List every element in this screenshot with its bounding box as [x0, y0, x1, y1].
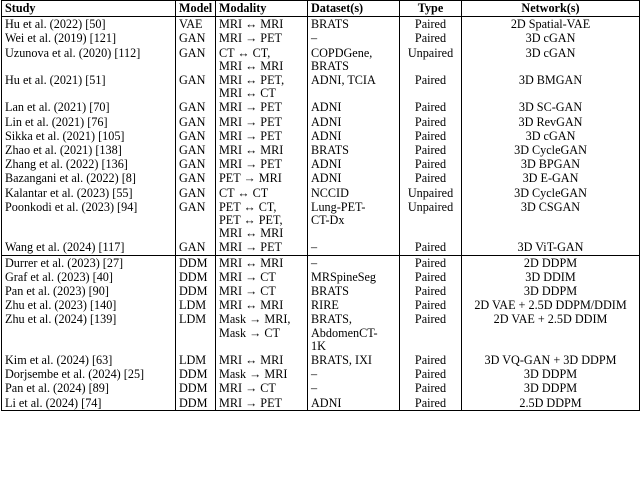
cell-network: 3D DDPM	[462, 284, 640, 298]
modality-line: MRI ↔ PET,	[219, 73, 285, 88]
cell-type: Paired	[400, 396, 462, 411]
modality-line: PET ↔ PET,	[219, 213, 283, 228]
cell-network: 3D E-GAN	[462, 171, 640, 185]
table-row	[2, 186, 640, 200]
cell-type: Paired	[400, 312, 462, 353]
dataset-line: Lung-PET-	[311, 199, 366, 214]
cell-model: GAN	[176, 157, 216, 171]
modality-line: MRI → CT	[219, 381, 276, 396]
dataset-line: ADNI	[311, 128, 342, 143]
dataset-line: –	[311, 255, 318, 270]
modality-line: MRI → PET	[219, 395, 282, 410]
dataset-line: AbdomenCT-	[311, 325, 378, 340]
cell-study: Kim et al. (2024) [63]	[2, 353, 176, 367]
cell-type: Paired	[400, 171, 462, 185]
cell-modality	[216, 17, 308, 32]
cell-study: Sikka et al. (2021) [105]	[2, 129, 176, 143]
table-row	[2, 367, 640, 381]
cell-model: GAN	[176, 129, 216, 143]
cell-type: Unpaired	[400, 200, 462, 241]
header-networks: Network(s)	[462, 1, 640, 17]
dataset-line: RIRE	[311, 298, 339, 313]
cell-model: DDM	[176, 284, 216, 298]
cell-dataset	[308, 129, 400, 143]
cell-network: 3D DDPM	[462, 381, 640, 395]
dataset-line: ADNI	[311, 114, 342, 129]
modality-line: CT ↔ CT	[219, 185, 269, 200]
cell-modality	[216, 46, 308, 73]
cell-dataset	[308, 171, 400, 185]
dataset-line: BRATS	[311, 143, 349, 158]
cell-network: 2D DDPM	[462, 255, 640, 270]
modality-line: MRI ↔ MRI	[219, 226, 284, 241]
table-row	[2, 255, 640, 270]
cell-type: Paired	[400, 353, 462, 367]
cell-network: 3D SC-GAN	[462, 100, 640, 114]
cell-modality	[216, 312, 308, 353]
table-row	[2, 284, 640, 298]
cell-dataset	[308, 396, 400, 411]
cell-type: Unpaired	[400, 186, 462, 200]
cell-study: Zhao et al. (2021) [138]	[2, 143, 176, 157]
cell-modality	[216, 115, 308, 129]
cell-study: Zhu et al. (2024) [139]	[2, 312, 176, 353]
dataset-line: NCCID	[311, 185, 349, 200]
cell-study: Wei et al. (2019) [121]	[2, 31, 176, 45]
dataset-line: COPDGene,	[311, 45, 373, 60]
cell-modality	[216, 100, 308, 114]
cell-study: Wang et al. (2024) [117]	[2, 240, 176, 255]
cell-dataset	[308, 17, 400, 32]
modality-line: MRI → PET	[219, 31, 282, 46]
dataset-line: CT-Dx	[311, 213, 345, 228]
cell-dataset	[308, 46, 400, 73]
modality-line: MRI → PET	[219, 128, 282, 143]
header-datasets: Dataset(s)	[308, 1, 400, 17]
cell-study: Li et al. (2024) [74]	[2, 396, 176, 411]
cell-type: Paired	[400, 143, 462, 157]
cell-type: Paired	[400, 73, 462, 100]
cell-model: LDM	[176, 298, 216, 312]
table-row	[2, 46, 640, 73]
cell-dataset	[308, 284, 400, 298]
cell-modality	[216, 240, 308, 255]
cell-study: Zhang et al. (2022) [136]	[2, 157, 176, 171]
modality-line: MRI ↔ CT	[219, 86, 276, 101]
table-row	[2, 298, 640, 312]
cell-type: Paired	[400, 115, 462, 129]
cell-model: LDM	[176, 312, 216, 353]
cell-dataset	[308, 157, 400, 171]
cell-network: 3D DDIM	[462, 270, 640, 284]
cell-modality	[216, 73, 308, 100]
cell-dataset	[308, 240, 400, 255]
dataset-line: –	[311, 367, 318, 382]
table-row	[2, 171, 640, 185]
cell-type: Unpaired	[400, 46, 462, 73]
cell-dataset	[308, 200, 400, 241]
cell-dataset	[308, 353, 400, 367]
cell-study: Lin et al. (2021) [76]	[2, 115, 176, 129]
table-row	[2, 100, 640, 114]
table-row	[2, 240, 640, 255]
cell-model: DDM	[176, 396, 216, 411]
cell-dataset	[308, 73, 400, 100]
cell-study: Uzunova et al. (2020) [112]	[2, 46, 176, 73]
cell-study: Lan et al. (2021) [70]	[2, 100, 176, 114]
cell-modality	[216, 157, 308, 171]
table-row	[2, 312, 640, 353]
modality-line: CT ↔ CT,	[219, 45, 271, 60]
cell-network: 3D VQ-GAN + 3D DDPM	[462, 353, 640, 367]
table-row	[2, 73, 640, 100]
table-row	[2, 353, 640, 367]
dataset-line: –	[311, 381, 318, 396]
cell-study: Bazangani et al. (2022) [8]	[2, 171, 176, 185]
dataset-line: –	[311, 240, 318, 255]
modality-line: MRI ↔ MRI	[219, 17, 284, 32]
cell-model: LDM	[176, 353, 216, 367]
cell-study: Poonkodi et al. (2023) [94]	[2, 200, 176, 241]
cell-network: 3D CycleGAN	[462, 186, 640, 200]
cell-study: Kalantar et al. (2023) [55]	[2, 186, 176, 200]
cell-model: GAN	[176, 171, 216, 185]
cell-model: VAE	[176, 17, 216, 32]
cell-type: Paired	[400, 298, 462, 312]
table-row	[2, 270, 640, 284]
cell-dataset	[308, 143, 400, 157]
cell-study: Hu et al. (2021) [51]	[2, 73, 176, 100]
cell-type: Paired	[400, 381, 462, 395]
cell-type: Paired	[400, 31, 462, 45]
cell-type: Paired	[400, 270, 462, 284]
cell-modality	[216, 367, 308, 381]
table-row	[2, 381, 640, 395]
cell-model: GAN	[176, 46, 216, 73]
modality-line: MRI → PET	[219, 114, 282, 129]
header-type: Type	[400, 1, 462, 17]
header-study: Study	[2, 1, 176, 17]
cell-dataset	[308, 186, 400, 200]
table-row	[2, 31, 640, 45]
dataset-line: 1K	[311, 338, 326, 353]
cell-type: Paired	[400, 129, 462, 143]
dataset-line: ADNI	[311, 395, 342, 410]
dataset-line: MRSpineSeg	[311, 269, 377, 284]
cell-network: 2D VAE + 2.5D DDPM/DDIM	[462, 298, 640, 312]
dataset-line: BRATS	[311, 17, 349, 32]
cell-study: Durrer et al. (2023) [27]	[2, 255, 176, 270]
modality-line: MRI ↔ MRI	[219, 353, 284, 368]
dataset-line: ADNI, TCIA	[311, 73, 376, 88]
cell-modality	[216, 31, 308, 45]
cell-study: Hu et al. (2022) [50]	[2, 17, 176, 32]
table-row	[2, 129, 640, 143]
cell-model: GAN	[176, 240, 216, 255]
cell-type: Paired	[400, 284, 462, 298]
modality-line: MRI ↔ MRI	[219, 298, 284, 313]
cell-network: 3D ViT-GAN	[462, 240, 640, 255]
cell-network: 3D BPGAN	[462, 157, 640, 171]
dataset-line: BRATS	[311, 284, 349, 299]
modality-line: MRI ↔ MRI	[219, 143, 284, 158]
table-row	[2, 200, 640, 241]
dataset-line: ADNI	[311, 100, 342, 115]
modality-line: MRI ↔ MRI	[219, 255, 284, 270]
cell-modality	[216, 381, 308, 395]
table-row	[2, 396, 640, 411]
modality-line: MRI → CT	[219, 269, 276, 284]
cell-model: GAN	[176, 100, 216, 114]
dataset-line: –	[311, 31, 318, 46]
cell-network: 3D cGAN	[462, 31, 640, 45]
cell-modality	[216, 143, 308, 157]
dataset-line: ADNI	[311, 157, 342, 172]
cell-dataset	[308, 312, 400, 353]
header-modality: Modality	[216, 1, 308, 17]
cell-study: Dorjsembe et al. (2024) [25]	[2, 367, 176, 381]
dataset-line: BRATS, IXI	[311, 353, 372, 368]
cell-network: 3D cGAN	[462, 46, 640, 73]
cell-network: 3D CSGAN	[462, 200, 640, 241]
modality-line: MRI → PET	[219, 100, 282, 115]
cell-study: Pan et al. (2023) [90]	[2, 284, 176, 298]
cell-type: Paired	[400, 100, 462, 114]
cell-type: Paired	[400, 240, 462, 255]
cell-dataset	[308, 367, 400, 381]
dataset-line: ADNI	[311, 171, 342, 186]
cell-modality	[216, 255, 308, 270]
cell-model: GAN	[176, 186, 216, 200]
cell-study: Pan et al. (2024) [89]	[2, 381, 176, 395]
cell-network: 3D DDPM	[462, 367, 640, 381]
modality-line: MRI → PET	[219, 157, 282, 172]
cell-network: 2.5D DDPM	[462, 396, 640, 411]
cell-dataset	[308, 270, 400, 284]
cell-modality	[216, 298, 308, 312]
cell-dataset	[308, 31, 400, 45]
cell-modality	[216, 270, 308, 284]
cell-dataset	[308, 115, 400, 129]
cell-dataset	[308, 255, 400, 270]
cell-network: 3D cGAN	[462, 129, 640, 143]
cell-model: GAN	[176, 115, 216, 129]
header-row	[2, 1, 640, 17]
table-row	[2, 143, 640, 157]
cell-network: 3D BMGAN	[462, 73, 640, 100]
cell-dataset	[308, 298, 400, 312]
cell-modality	[216, 396, 308, 411]
table-row	[2, 157, 640, 171]
cell-model: DDM	[176, 255, 216, 270]
cell-modality	[216, 129, 308, 143]
cell-network: 2D VAE + 2.5D DDIM	[462, 312, 640, 353]
comparison-table	[1, 0, 640, 411]
cell-modality	[216, 171, 308, 185]
table-row	[2, 17, 640, 32]
modality-line: MRI → CT	[219, 284, 276, 299]
dataset-line: BRATS	[311, 58, 349, 73]
cell-model: GAN	[176, 200, 216, 241]
cell-model: GAN	[176, 73, 216, 100]
cell-type: Paired	[400, 157, 462, 171]
cell-modality	[216, 200, 308, 241]
cell-study: Graf et al. (2023) [40]	[2, 270, 176, 284]
cell-network: 3D RevGAN	[462, 115, 640, 129]
cell-dataset	[308, 100, 400, 114]
cell-model: DDM	[176, 381, 216, 395]
cell-type: Paired	[400, 17, 462, 32]
modality-line: Mask → MRI,	[219, 312, 291, 327]
cell-model: DDM	[176, 367, 216, 381]
dataset-line: BRATS,	[311, 312, 352, 327]
cell-modality	[216, 284, 308, 298]
cell-type: Paired	[400, 255, 462, 270]
modality-line: MRI → PET	[219, 240, 282, 255]
table-row	[2, 115, 640, 129]
cell-dataset	[308, 381, 400, 395]
cell-model: GAN	[176, 143, 216, 157]
table-body	[2, 17, 640, 411]
modality-line: PET → MRI	[219, 171, 282, 186]
cell-model: GAN	[176, 31, 216, 45]
cell-model: DDM	[176, 270, 216, 284]
cell-network: 2D Spatial-VAE	[462, 17, 640, 32]
modality-line: Mask → CT	[219, 325, 280, 340]
cell-study: Zhu et al. (2023) [140]	[2, 298, 176, 312]
modality-line: PET ↔ CT,	[219, 199, 277, 214]
modality-line: Mask → MRI	[219, 367, 288, 382]
cell-type: Paired	[400, 367, 462, 381]
cell-modality	[216, 186, 308, 200]
modality-line: MRI ↔ MRI	[219, 58, 284, 73]
cell-modality	[216, 353, 308, 367]
cell-network: 3D CycleGAN	[462, 143, 640, 157]
header-model: Model	[176, 1, 216, 17]
